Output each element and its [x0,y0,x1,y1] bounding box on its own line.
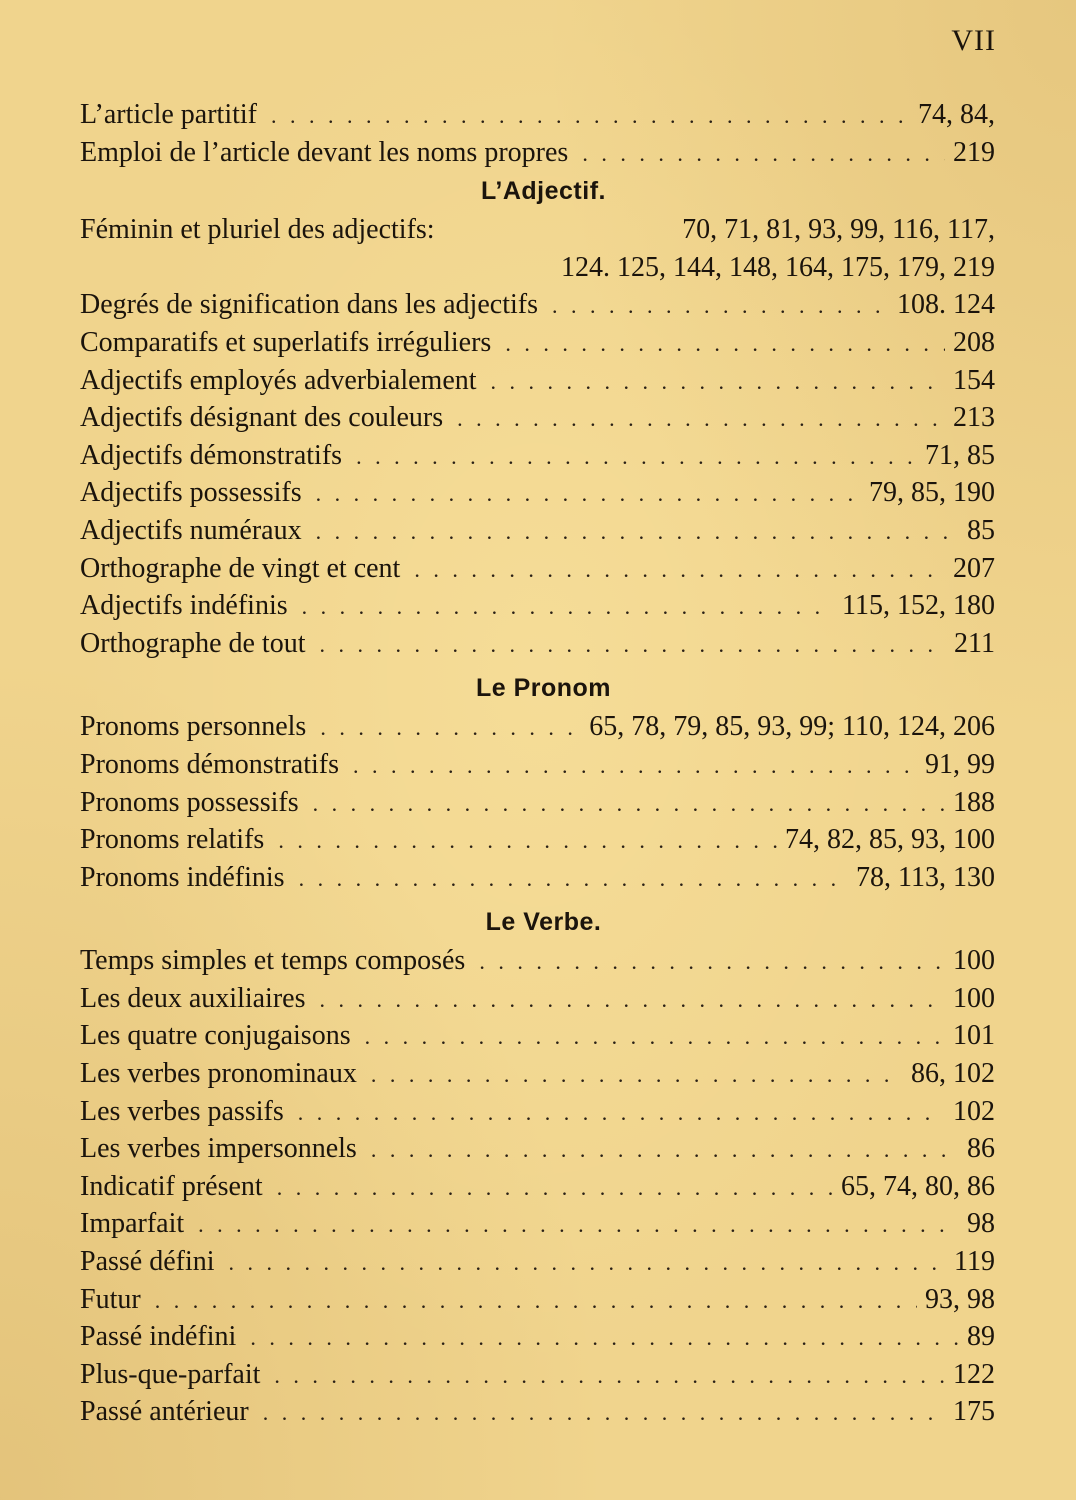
entry-label: Adjectifs numéraux [80,514,302,546]
toc-entry [80,625,995,663]
entry-label: Orthographe de tout [80,627,306,659]
entry-pages: 100 [953,945,995,977]
toc-entry [80,324,995,362]
entry-label: Pronoms relatifs [80,824,265,856]
dot-leader [457,400,945,438]
entry-pages: 91, 99 [925,748,995,780]
entry-pages: 211 [954,627,995,659]
toc-entry [80,399,995,437]
dot-leader [298,1094,945,1132]
entry-pages: 122 [953,1358,995,1390]
entry-label: Les deux auxiliaires [80,982,306,1014]
entry-pages: 78, 113, 130 [856,861,995,893]
toc-entry [80,1130,995,1168]
entry-label: Futur [80,1283,141,1315]
entry-pages: 74, 82, 85, 93, 100 [785,824,995,856]
dot-leader [250,1319,959,1357]
toc-entry [80,942,995,980]
entry-pages: 85 [967,514,995,546]
entry-label: Orthographe de vingt et cent [80,552,401,584]
entry-pages: 93, 98 [925,1283,995,1315]
entry-label: Temps simples et temps composés [80,945,466,977]
toc-entry [80,587,995,625]
dot-leader [491,363,945,401]
entry-label: Passé antérieur [80,1396,249,1428]
toc-entry [80,746,995,784]
entry-pages: 100 [953,982,995,1014]
toc-entry [80,512,995,550]
entry-pages: 65, 74, 80, 86 [841,1170,995,1202]
entry-pages: 70, 71, 81, 93, 99, 116, 117, [682,214,995,246]
toc-entry [80,821,995,859]
dot-leader [299,860,848,898]
dot-leader [371,1056,903,1094]
entry-label: Adjectifs employés adverbialement [80,364,477,396]
dot-leader [414,551,945,589]
dot-leader [316,475,861,513]
entry-pages: 213 [953,402,995,434]
entry-pages: 89 [967,1321,995,1353]
entry-label: Passé défini [80,1246,215,1278]
toc-entry [80,362,995,400]
dot-leader [198,1206,959,1244]
dot-leader [319,981,945,1019]
toc-entry [80,474,995,512]
entry-label: Les verbes impersonnels [80,1133,357,1165]
entry-pages: 108. 124 [897,289,995,321]
entry-pages: 115, 152, 180 [842,590,995,622]
dot-leader [320,709,581,747]
entry-pages: 154 [953,364,995,396]
entry-label: Adjectifs désignant des couleurs [80,402,444,434]
toc-entry [80,1017,995,1055]
toc-entry [80,1205,995,1243]
section-heading-adjectif: L’Adjectif. [481,177,606,206]
dot-leader [353,747,917,785]
toc-entry [80,1168,995,1206]
entry-pages: 175 [953,1396,995,1428]
entry-pages: 208 [953,326,995,358]
entry-label: Les quatre conjugaisons [80,1020,351,1052]
toc-entry [80,859,995,897]
entry-label: Adjectifs indéfinis [80,590,288,622]
section-heading-verbe: Le Verbe. [485,908,602,937]
toc-entry [80,784,995,822]
entry-label: Indicatif présent [80,1170,263,1202]
toc-entry [80,286,995,324]
dot-leader [320,626,947,664]
pronom-entries [80,708,995,896]
entry-label: Les verbes passifs [80,1095,284,1127]
entry-pages: 71, 85 [925,439,995,471]
entry-label: Pronoms démonstratifs [80,748,339,780]
entry-label: Pronoms indéfinis [80,861,285,893]
entry-label: Imparfait [80,1208,185,1240]
dot-leader [505,325,945,363]
section-heading-pronom: Le Pronom [475,674,612,703]
toc-entry [80,437,995,475]
dot-leader [302,588,834,626]
entry-label: Pronoms personnels [80,711,307,743]
entry-pages: 102 [953,1095,995,1127]
verbe-entries [80,942,995,1431]
dot-leader [365,1018,945,1056]
entry-label: L’article partitif [80,99,257,130]
entry-pages: 65, 78, 79, 85, 93, 99; 110, 124, 206 [589,711,995,743]
entry-pages: 119 [954,1246,995,1278]
toc-entry [80,134,995,172]
dot-leader [271,97,910,135]
toc-entry [80,1055,995,1093]
entry-pages: 86 [967,1133,995,1165]
entry-label: Passé indéfini [80,1321,237,1353]
entry-label: Degrés de signification dans les adjectifs [80,289,538,321]
toc-entry [80,1281,995,1319]
dot-leader [371,1131,959,1169]
dot-leader [274,1357,945,1395]
dot-leader [263,1394,945,1432]
toc-entry [80,1243,995,1281]
toc-entry [80,550,995,588]
entry-pages: 74, 84, [918,99,995,130]
entry-label: Adjectifs possessifs [80,477,302,509]
toc-entry [80,708,995,746]
entry-pages: 98 [967,1208,995,1240]
toc-entry [80,1318,995,1356]
dot-leader [278,822,777,860]
dot-leader [313,785,945,823]
entry-label: Féminin et pluriel des adjectifs: [80,214,435,246]
dot-leader [552,287,889,325]
entry-pages-continuation: 124. 125, 144, 148, 164, 175, 179, 219 [561,251,995,283]
toc-entry [80,980,995,1018]
dot-leader [479,943,945,981]
entry-label: Les verbes pronominaux [80,1058,357,1090]
dot-leader [582,135,945,173]
dot-leader [277,1169,833,1207]
dot-leader [155,1282,917,1320]
entry-pages: 219 [953,136,995,168]
entry-label: Pronoms possessifs [80,786,299,818]
dot-leader [316,513,959,551]
entry-label: Adjectifs démonstratifs [80,439,343,471]
entry-pages: 188 [953,786,995,818]
entry-label: Comparatifs et superlatifs irréguliers [80,326,492,358]
toc-entry [80,211,995,249]
toc-entry [80,1356,995,1394]
entry-pages: 207 [953,552,995,584]
table-of-contents [80,96,995,1431]
toc-entry [80,1393,995,1431]
toc-entry [80,96,995,134]
entry-pages: 79, 85, 190 [869,477,995,509]
dot-leader [229,1244,947,1282]
entry-label: Emploi de l’article devant les noms propres [80,136,569,168]
page-number: VII [951,24,996,57]
toc-entry [80,1093,995,1131]
entry-label: Plus-que-parfait [80,1358,261,1390]
entry-pages: 101 [953,1020,995,1052]
dot-leader [356,438,917,476]
entry-pages: 86, 102 [911,1058,995,1090]
adjectif-entries [80,286,995,662]
